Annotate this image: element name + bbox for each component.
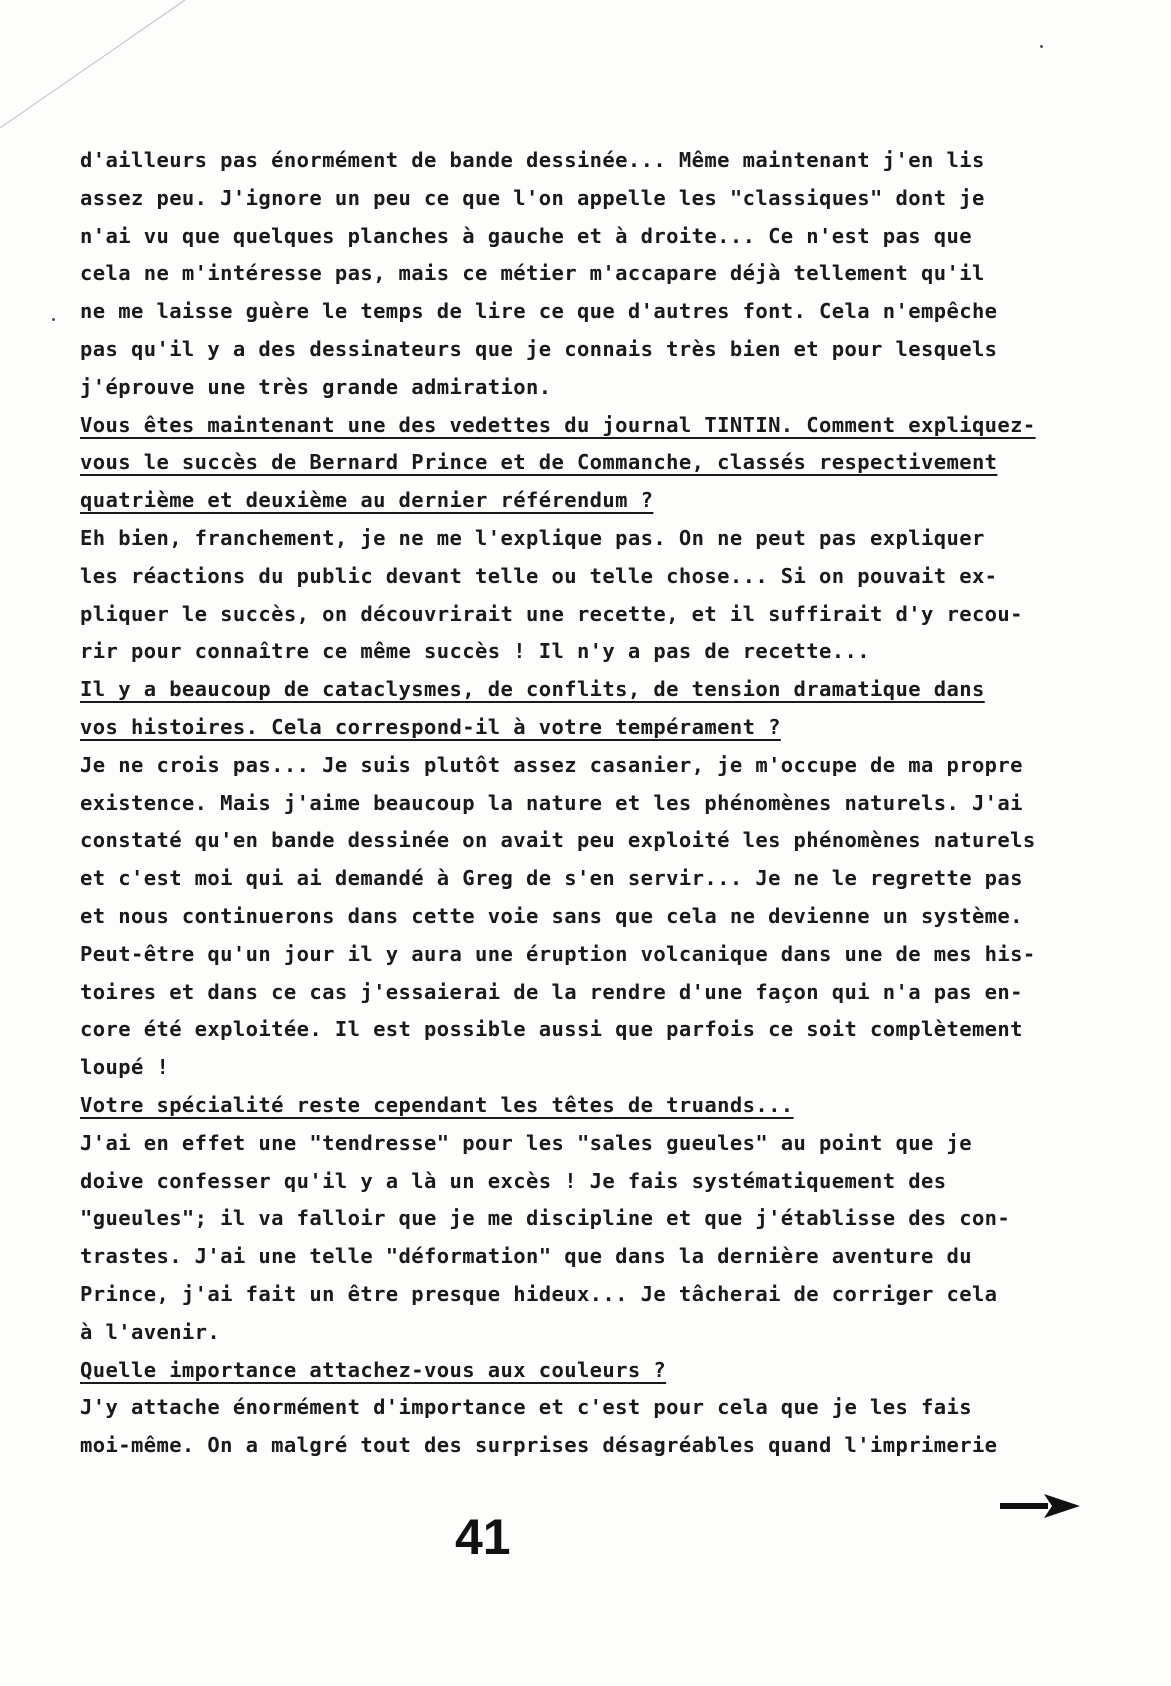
answer-line: core été exploitée. Il est possible aussi que parfois ce soit complètement xyxy=(80,1017,1023,1042)
answer-line: assez peu. J'ignore un peu ce que l'on appelle les "classiques" dont je xyxy=(80,185,985,210)
answer-line: n'ai vu que quelques planches à gauche et à droite... Ce n'est pas que xyxy=(80,223,972,248)
answer-line: j'éprouve une très grande admiration. xyxy=(80,374,552,399)
answer-line: moi-même. On a malgré tout des surprises désagréables quand l'imprimerie xyxy=(80,1433,998,1458)
question-line: Quelle importance attachez-vous aux couleurs ? xyxy=(80,1357,667,1382)
answer-line: "gueules"; il va falloir que je me discipline et que j'établisse des con- xyxy=(80,1206,1011,1231)
answer-line: existence. Mais j'aime beaucoup la nature et les phénomènes naturels. J'ai xyxy=(80,790,1023,815)
paper-fold-mark xyxy=(0,0,200,160)
question-line: Il y a beaucoup de cataclysmes, de conflits, de tension dramatique dans xyxy=(80,677,985,702)
answer-line: pas qu'il y a des dessinateurs que je connais très bien et pour lesquels xyxy=(80,336,998,361)
answer-line: trastes. J'ai une telle "déformation" que dans la dernière aventure du xyxy=(80,1244,972,1269)
answer-line: loupé ! xyxy=(80,1055,170,1080)
question-line: vos histoires. Cela correspond-il à votre tempérament ? xyxy=(80,714,781,739)
page-number: 41 xyxy=(455,1509,511,1565)
speck-mark xyxy=(52,318,55,321)
answer-line: d'ailleurs pas énormément de bande dessinée... Même maintenant j'en lis xyxy=(80,148,985,172)
right-arrow-icon xyxy=(1000,1492,1080,1520)
interview-text xyxy=(80,142,1120,1465)
answer-line: toires et dans ce cas j'essaierai de la rendre d'une façon qui n'a pas en- xyxy=(80,979,1023,1004)
answer-line: ne me laisse guère le temps de lire ce que d'autres font. Cela n'empêche xyxy=(80,299,998,324)
answer-line: Prince, j'ai fait un être presque hideux... Je tâcherai de corriger cela xyxy=(80,1281,998,1306)
answer-line: constaté qu'en bande dessinée on avait peu exploité les phénomènes naturels xyxy=(80,828,1036,853)
answer-line: Je ne crois pas... Je suis plutôt assez casanier, je m'occupe de ma propre xyxy=(80,752,1023,777)
answer-line: doive confesser qu'il y a là un excès ! Je fais systématiquement des xyxy=(80,1168,947,1193)
answer-line: rir pour connaître ce même succès ! Il n'y a pas de recette... xyxy=(80,639,871,664)
question-line: vous le succès de Bernard Prince et de Commanche, classés respectivement xyxy=(80,450,998,475)
answer-line: pliquer le succès, on découvrirait une recette, et il suffirait d'y recou- xyxy=(80,601,1023,626)
answer-line: et c'est moi qui ai demandé à Greg de s'en servir... Je ne le regrette pas xyxy=(80,866,1023,891)
answer-line: à l'avenir. xyxy=(80,1319,221,1344)
answer-line: Peut-être qu'un jour il y aura une éruption volcanique dans une de mes his- xyxy=(80,941,1036,966)
question-line: Votre spécialité reste cependant les têtes de truands... xyxy=(80,1092,794,1117)
question-line: quatrième et deuxième au dernier référendum ? xyxy=(80,488,654,513)
answer-line: J'y attache énormément d'importance et c'est pour cela que je les fais xyxy=(80,1395,972,1420)
question-line: Vous êtes maintenant une des vedettes du journal TINTIN. Comment expliquez- xyxy=(80,412,1036,437)
answer-line: cela ne m'intéresse pas, mais ce métier m'accapare déjà tellement qu'il xyxy=(80,261,985,286)
answer-line: J'ai en effet une "tendresse" pour les "sales gueules" au point que je xyxy=(80,1130,972,1155)
answer-line: Eh bien, franchement, je ne me l'explique pas. On ne peut pas expliquer xyxy=(80,525,985,550)
answer-line: les réactions du public devant telle ou telle chose... Si on pouvait ex- xyxy=(80,563,998,588)
speck-mark xyxy=(1040,45,1043,48)
answer-line: et nous continuerons dans cette voie sans que cela ne devienne un système. xyxy=(80,903,1023,928)
